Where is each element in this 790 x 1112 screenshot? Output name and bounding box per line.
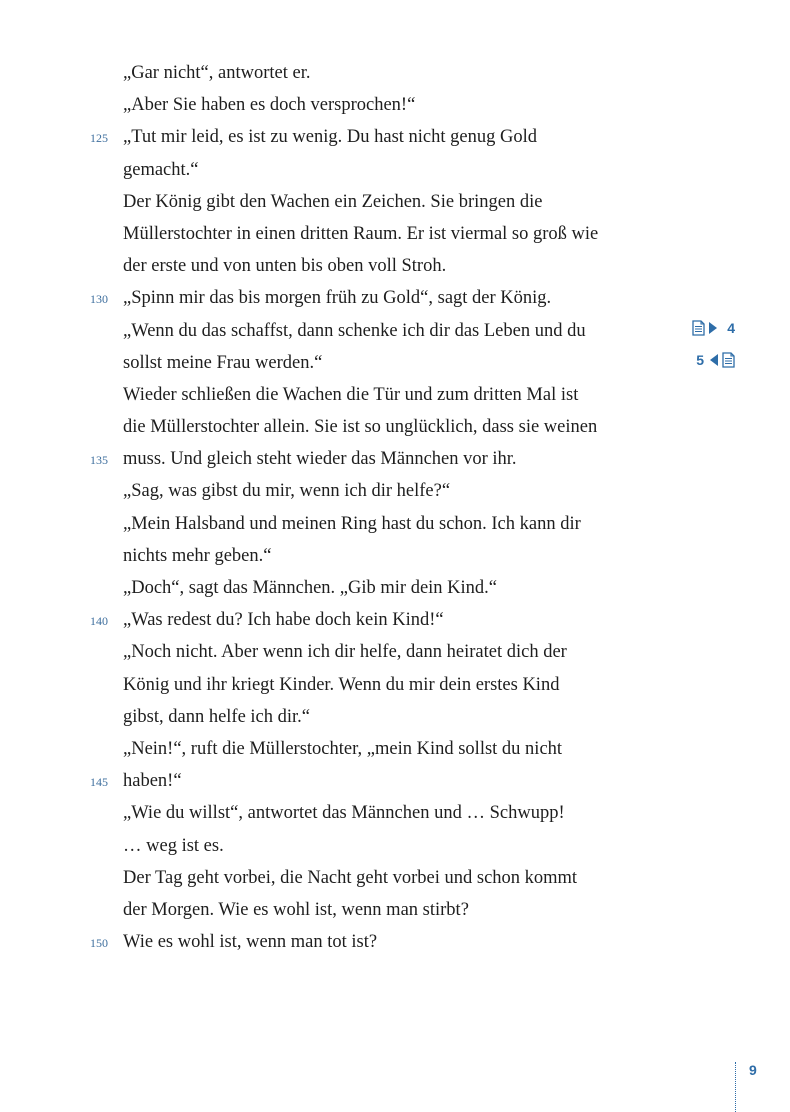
text-line: „Sag, was gibst du mir, wenn ich dir helfe?“ [123,481,451,502]
text-line: „Noch nicht. Aber wenn ich dir helfe, dann heiratet dich der [123,642,567,663]
text-line: „Wenn du das schaffst, dann schenke ich dir das Leben und du [123,320,586,341]
text-line: Der Tag geht vorbei, die Nacht geht vorbei und schon kommt [123,867,578,888]
text-line: 125 „Tut mir leid, es ist zu wenig. Du hast nicht genug Gold [123,121,683,153]
text-line: 140 „Was redest du? Ich habe doch kein Kind!“ [123,604,683,636]
text-line: 145 haben!“ [123,765,683,797]
text-line: 130 „Spinn mir das bis morgen früh zu Gold“, sagt der König. [123,282,683,314]
play-left-icon [710,354,718,366]
text-line: „Mein Halsband und meinen Ring hast du schon. Ich kann dir [123,513,581,534]
play-right-icon [709,322,717,334]
line-number: 125 [90,131,108,146]
text-line: der Morgen. Wie es wohl ist, wenn man stirbt? [123,899,469,920]
text-line: der erste und von unten bis oben voll Stroh. [123,256,447,277]
line-number: 150 [90,936,108,951]
text-line: „Aber Sie haben es doch versprochen!“ [123,95,416,116]
audio-track-start-marker [692,320,735,336]
story-text [90,57,683,958]
text-line: gibst, dann helfe ich dir.“ [123,706,311,727]
text-line: gemacht.“ [123,159,199,180]
text-line: sollst meine Frau werden.“ [123,352,323,373]
text-line: Müllerstochter in einen dritten Raum. Er ist viermal so groß wie [123,223,599,244]
track-number: 4 [727,320,735,336]
text-line: König und ihr kriegt Kinder. Wenn du mir dein erstes Kind [123,674,560,695]
text-line: „Gar nicht“, antwortet er. [123,63,311,83]
text-line: Der König gibt den Wachen ein Zeichen. Sie bringen die [123,191,543,212]
line-number: 145 [90,775,108,790]
page-footer-rule [735,1062,757,1112]
text-line: 150 Wie es wohl ist, wenn man tot ist? [123,926,683,958]
text-line: „Wie du willst“, antwortet das Männchen und … Schwupp! [123,803,565,824]
page-number: 9 [749,1062,757,1078]
text-line: die Müllerstochter allein. Sie ist so unglücklich, dass sie weinen [123,417,598,438]
text-line: „Doch“, sagt das Männchen. „Gib mir dein Kind.“ [123,578,498,598]
text-line: Wieder schließen die Wachen die Tür und zum dritten Mal ist [123,384,579,405]
document-icon [692,320,705,336]
line-number: 135 [90,453,108,468]
text-line: 135 muss. Und gleich steht wieder das Männchen vor ihr. [123,443,683,475]
line-number: 130 [90,292,108,307]
track-number: 5 [696,352,704,368]
audio-track-end-marker [696,352,735,368]
line-number: 140 [90,614,108,629]
document-icon [722,352,735,368]
text-line: … weg ist es. [123,835,224,856]
text-line: nichts mehr geben.“ [123,545,272,566]
text-line: „Nein!“, ruft die Müllerstochter, „mein Kind sollst du nicht [123,738,563,759]
